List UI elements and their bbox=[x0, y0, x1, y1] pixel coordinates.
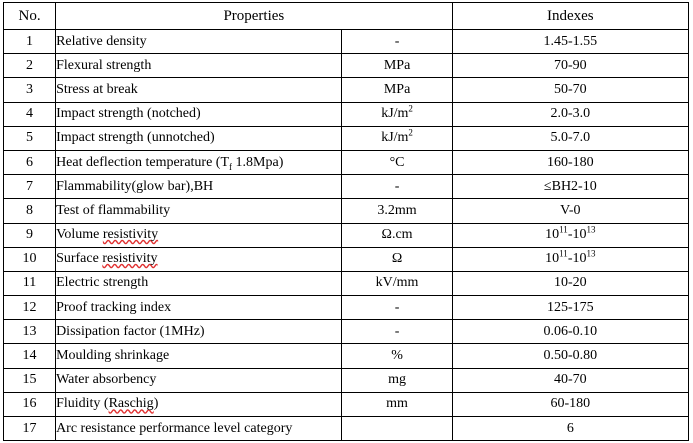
table-row bbox=[4, 271, 689, 295]
cell-row-number: 3 bbox=[4, 78, 56, 102]
cell-row-number: 8 bbox=[4, 199, 56, 223]
cell-row-number: 14 bbox=[4, 344, 56, 368]
cell-property-unit: mm bbox=[342, 392, 452, 416]
cell-index-value: $10^{11}-10^{13}$ bbox=[452, 247, 688, 271]
table-row bbox=[4, 126, 689, 150]
cell-property-unit: MPa bbox=[342, 78, 452, 102]
cell-property-unit: Ω.cm bbox=[342, 223, 452, 247]
cell-index-value: 0.06-0.10 bbox=[452, 320, 688, 344]
cell-property-name: Impact strength (notched) bbox=[56, 102, 342, 126]
cell-index-value: 70-90 bbox=[452, 54, 688, 78]
cell-index-value: 50-70 bbox=[452, 78, 688, 102]
table-row bbox=[4, 320, 689, 344]
cell-property-unit: mg bbox=[342, 368, 452, 392]
cell-index-value: 40-70 bbox=[452, 368, 688, 392]
cell-property-name: Arc resistance performance level category bbox=[56, 417, 342, 441]
table-header bbox=[4, 3, 689, 30]
table-row bbox=[4, 368, 689, 392]
table-row bbox=[4, 150, 689, 174]
table-row bbox=[4, 344, 689, 368]
cell-property-name: Stress at break bbox=[56, 78, 342, 102]
cell-row-number: 16 bbox=[4, 392, 56, 416]
cell-property-name: Test of flammability bbox=[56, 199, 342, 223]
cell-row-number: 10 bbox=[4, 247, 56, 271]
table-header-row bbox=[4, 3, 689, 30]
properties-table bbox=[3, 2, 689, 441]
cell-property-unit: % bbox=[342, 344, 452, 368]
cell-row-number: 17 bbox=[4, 417, 56, 441]
cell-property-name: Flexural strength bbox=[56, 54, 342, 78]
column-header-no: No. bbox=[4, 3, 56, 30]
cell-property-unit bbox=[342, 417, 452, 441]
cell-property-name: Water absorbency bbox=[56, 368, 342, 392]
cell-property-unit: - bbox=[342, 296, 452, 320]
cell-row-number: 2 bbox=[4, 54, 56, 78]
cell-property-unit: - bbox=[342, 30, 452, 54]
cell-property-name: Proof tracking index bbox=[56, 296, 342, 320]
cell-index-value: 60-180 bbox=[452, 392, 688, 416]
table-row bbox=[4, 78, 689, 102]
cell-property-unit: kV/mm bbox=[342, 271, 452, 295]
cell-property-unit: - bbox=[342, 320, 452, 344]
cell-property-unit: MPa bbox=[342, 54, 452, 78]
table-row bbox=[4, 296, 689, 320]
cell-index-value: 10-20 bbox=[452, 271, 688, 295]
cell-row-number: 12 bbox=[4, 296, 56, 320]
cell-property-unit: $kJ/m^2$ bbox=[342, 102, 452, 126]
table-body bbox=[4, 30, 689, 441]
cell-property-name: Surface resistivity bbox=[56, 247, 342, 271]
cell-row-number: 13 bbox=[4, 320, 56, 344]
cell-property-name: Fluidity (Raschig) bbox=[56, 392, 342, 416]
table-row bbox=[4, 417, 689, 441]
cell-row-number: 6 bbox=[4, 150, 56, 174]
cell-property-name: Moulding shrinkage bbox=[56, 344, 342, 368]
cell-property-unit: °C bbox=[342, 150, 452, 174]
cell-row-number: 5 bbox=[4, 126, 56, 150]
cell-row-number: 4 bbox=[4, 102, 56, 126]
cell-property-name: Impact strength (unnotched) bbox=[56, 126, 342, 150]
table-row bbox=[4, 247, 689, 271]
table-row bbox=[4, 30, 689, 54]
cell-property-name: Volume resistivity bbox=[56, 223, 342, 247]
cell-index-value: 160-180 bbox=[452, 150, 688, 174]
cell-property-name: Heat deflection temperature ($T_f$ 1.8Mpa) bbox=[56, 150, 342, 174]
cell-property-unit: Ω bbox=[342, 247, 452, 271]
cell-index-value: 0.50-0.80 bbox=[452, 344, 688, 368]
cell-index-value: ≤BH2-10 bbox=[452, 175, 688, 199]
cell-row-number: 9 bbox=[4, 223, 56, 247]
table-row bbox=[4, 102, 689, 126]
cell-index-value: 1.45-1.55 bbox=[452, 30, 688, 54]
cell-property-unit: - bbox=[342, 175, 452, 199]
column-header-properties: Properties bbox=[56, 3, 453, 30]
cell-property-name: Flammability(glow bar),BH bbox=[56, 175, 342, 199]
cell-index-value: $10^{11}-10^{13}$ bbox=[452, 223, 688, 247]
cell-row-number: 7 bbox=[4, 175, 56, 199]
table-row bbox=[4, 223, 689, 247]
table-row bbox=[4, 392, 689, 416]
cell-index-value: 125-175 bbox=[452, 296, 688, 320]
cell-index-value: 5.0-7.0 bbox=[452, 126, 688, 150]
cell-property-name: Dissipation factor (1MHz) bbox=[56, 320, 342, 344]
cell-index-value: V-0 bbox=[452, 199, 688, 223]
cell-property-name: Electric strength bbox=[56, 271, 342, 295]
cell-row-number: 15 bbox=[4, 368, 56, 392]
cell-property-unit: $kJ/m^2$ bbox=[342, 126, 452, 150]
cell-index-value: 6 bbox=[452, 417, 688, 441]
column-header-indexes: Indexes bbox=[452, 3, 688, 30]
cell-property-unit: 3.2mm bbox=[342, 199, 452, 223]
table-row bbox=[4, 175, 689, 199]
cell-row-number: 11 bbox=[4, 271, 56, 295]
cell-property-name: Relative density bbox=[56, 30, 342, 54]
table-row bbox=[4, 199, 689, 223]
cell-index-value: 2.0-3.0 bbox=[452, 102, 688, 126]
table-row bbox=[4, 54, 689, 78]
cell-row-number: 1 bbox=[4, 30, 56, 54]
